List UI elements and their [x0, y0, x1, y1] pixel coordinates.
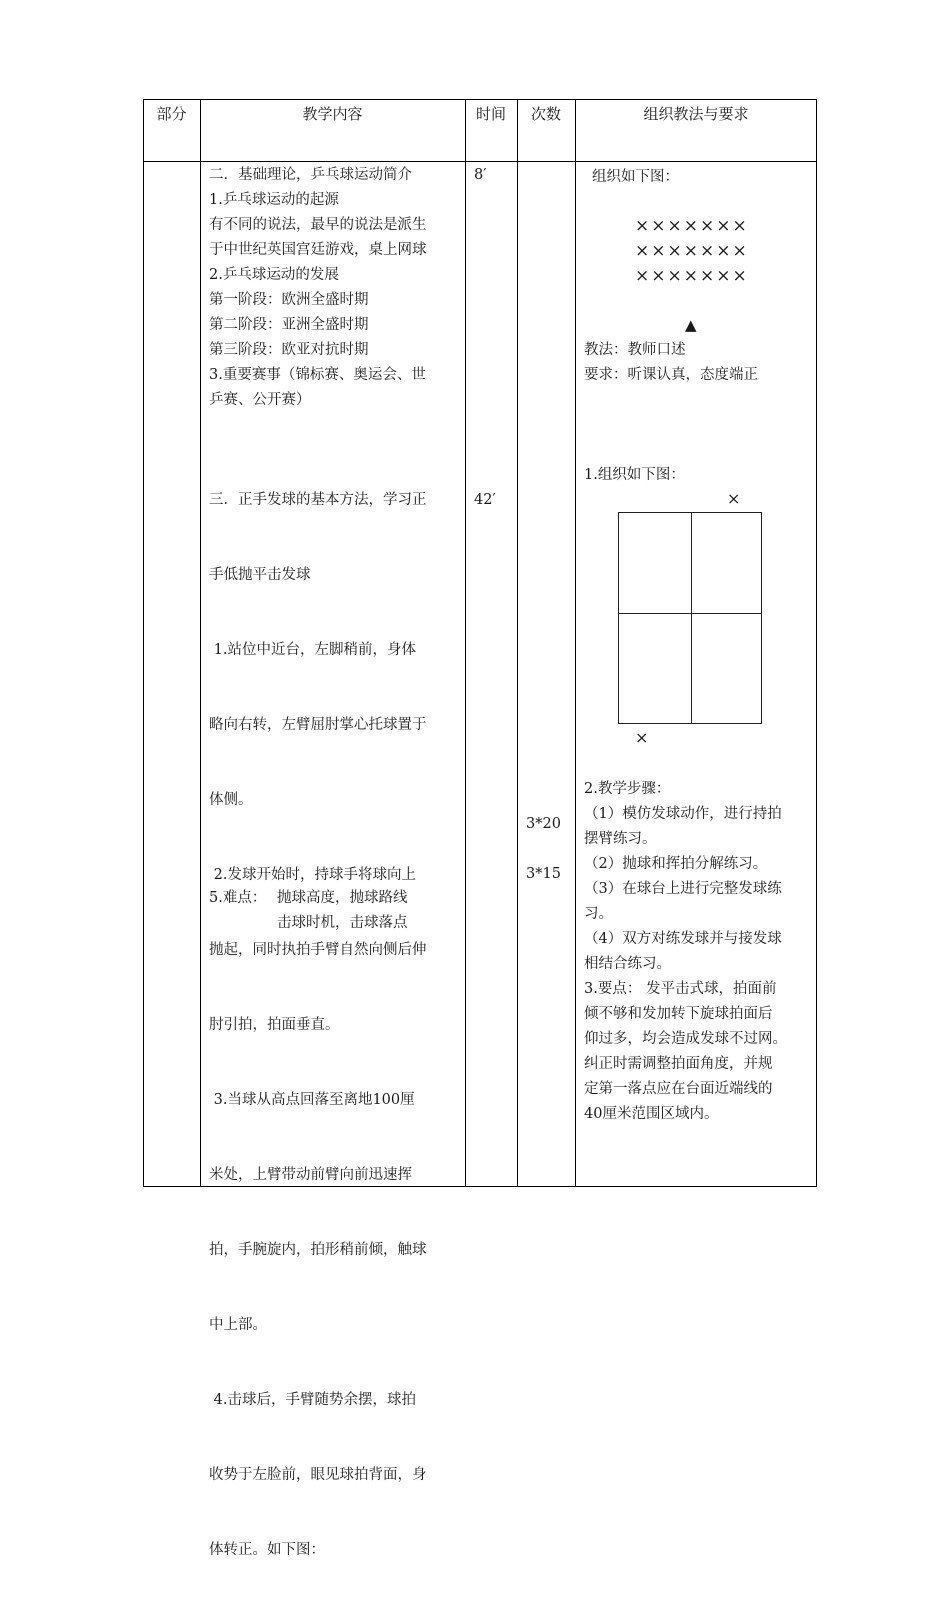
column-divider [465, 99, 466, 1187]
header-count: 次数 [530, 105, 561, 123]
count-value: 3*15 [526, 866, 561, 882]
steps-line: 摆臂练习。 [584, 831, 657, 847]
count-value: 3*20 [526, 816, 561, 832]
difficulty-line-1: 抛球高度，抛球路线 [277, 890, 408, 906]
content-line: 二．基础理论，乒乓球运动简介 [209, 167, 412, 183]
student-row: ××××××× [635, 266, 749, 286]
student-row: ××××××× [635, 216, 749, 236]
content-line: 2.发球开始时，持球手将球向上 [209, 867, 416, 883]
content-line: 于中世纪英国宫廷游戏，桌上网球 [209, 242, 427, 258]
content-line: 1.站位中近台，左脚稍前，身体 [209, 642, 416, 658]
content-line: 体侧。 [209, 792, 253, 808]
difficulty-label: 5.难点： [209, 890, 267, 906]
difficulty-line-2: 击球时机，击球落点 [277, 915, 408, 931]
steps-line: （2）抛球和挥拍分解练习。 [584, 856, 768, 872]
header-method: 组织教法与要求 [643, 105, 749, 123]
content-block-serve [209, 438, 427, 1613]
table-center-line [619, 613, 761, 614]
content-line: 体转正。如下图： [209, 1542, 325, 1558]
content-line: 中上部。 [209, 1317, 267, 1333]
requirement: 要求：听课认真，态度端正 [584, 367, 758, 383]
table-net-line [691, 513, 692, 723]
steps-line: 仰过多，均会造成发球不过网。 [584, 1031, 787, 1047]
content-line: 1.乒乓球运动的起源 [209, 192, 339, 208]
player-mark-bottom: × [635, 728, 649, 747]
content-line: 3.当球从高点回落至离地100厘 [209, 1092, 415, 1108]
header-content: 教学内容 [302, 105, 363, 123]
content-line: 2.乒乓球运动的发展 [209, 267, 339, 283]
steps-line: 相结合练习。 [584, 956, 671, 972]
header-time: 时间 [475, 105, 506, 123]
content-line: 乒赛、公开赛） [209, 392, 311, 408]
column-divider [517, 99, 518, 1187]
content-line: 收势于左脸前，眼见球拍背面，身 [209, 1467, 427, 1483]
content-line: 第二阶段：亚洲全盛时期 [209, 317, 369, 333]
content-line: 米处，上臂带动前臂向前迅速挥 [209, 1167, 412, 1183]
time-value: 42′ [474, 492, 496, 508]
content-block-theory [209, 163, 427, 413]
steps-line: 3.要点： 发平击式球，拍面前 [584, 981, 777, 997]
column-divider [575, 99, 576, 1187]
steps-line: 40厘米范围区域内。 [584, 1106, 719, 1122]
steps-line: 倾不够和发加转下旋球拍面后 [584, 1006, 773, 1022]
header-part: 部分 [156, 105, 187, 123]
content-line: 第一阶段：欧洲全盛时期 [209, 292, 369, 308]
time-value: 8′ [474, 167, 487, 183]
content-line: 4.击球后，手臂随势余摆，球拍 [209, 1392, 416, 1408]
organization-caption-2: 1.组织如下图： [584, 467, 685, 483]
content-line: 手低抛平击发球 [209, 567, 311, 583]
column-divider [200, 99, 201, 1187]
student-row: ××××××× [635, 241, 749, 261]
content-line: 第三阶段：欧亚对抗时期 [209, 342, 369, 358]
teaching-method: 教法：教师口述 [584, 342, 686, 358]
content-line: 肘引拍，拍面垂直。 [209, 1017, 340, 1033]
content-line: 略向右转，左臂屈肘掌心托球置于 [209, 717, 427, 733]
ping-pong-table-diagram [618, 512, 762, 724]
organization-caption: 组织如下图： [592, 169, 679, 185]
player-mark-top: × [727, 489, 741, 508]
teaching-steps [584, 777, 787, 1127]
steps-line: （3）在球台上进行完整发球练 [584, 881, 782, 897]
teacher-triangle-icon: ▲ [685, 316, 697, 334]
steps-line: 习。 [584, 906, 613, 922]
header-divider [143, 161, 817, 162]
content-line: 有不同的说法，最早的说法是派生 [209, 217, 427, 233]
content-line: 拍，手腕旋内，拍形稍前倾，触球 [209, 1242, 427, 1258]
steps-line: 2.教学步骤： [584, 781, 671, 797]
content-line: 抛起，同时执拍手臂自然向侧后伸 [209, 942, 427, 958]
steps-line: 纠正时需调整拍面角度，并规 [584, 1056, 773, 1072]
content-line: 3.重要赛事（锦标赛、奥运会、世 [209, 367, 426, 383]
content-line: 三．正手发球的基本方法，学习正 [209, 492, 427, 508]
steps-line: （4）双方对练发球并与接发球 [584, 931, 782, 947]
steps-line: 定第一落点应在台面近端线的 [584, 1081, 773, 1097]
steps-line: （1）模仿发球动作，进行持拍 [584, 806, 782, 822]
